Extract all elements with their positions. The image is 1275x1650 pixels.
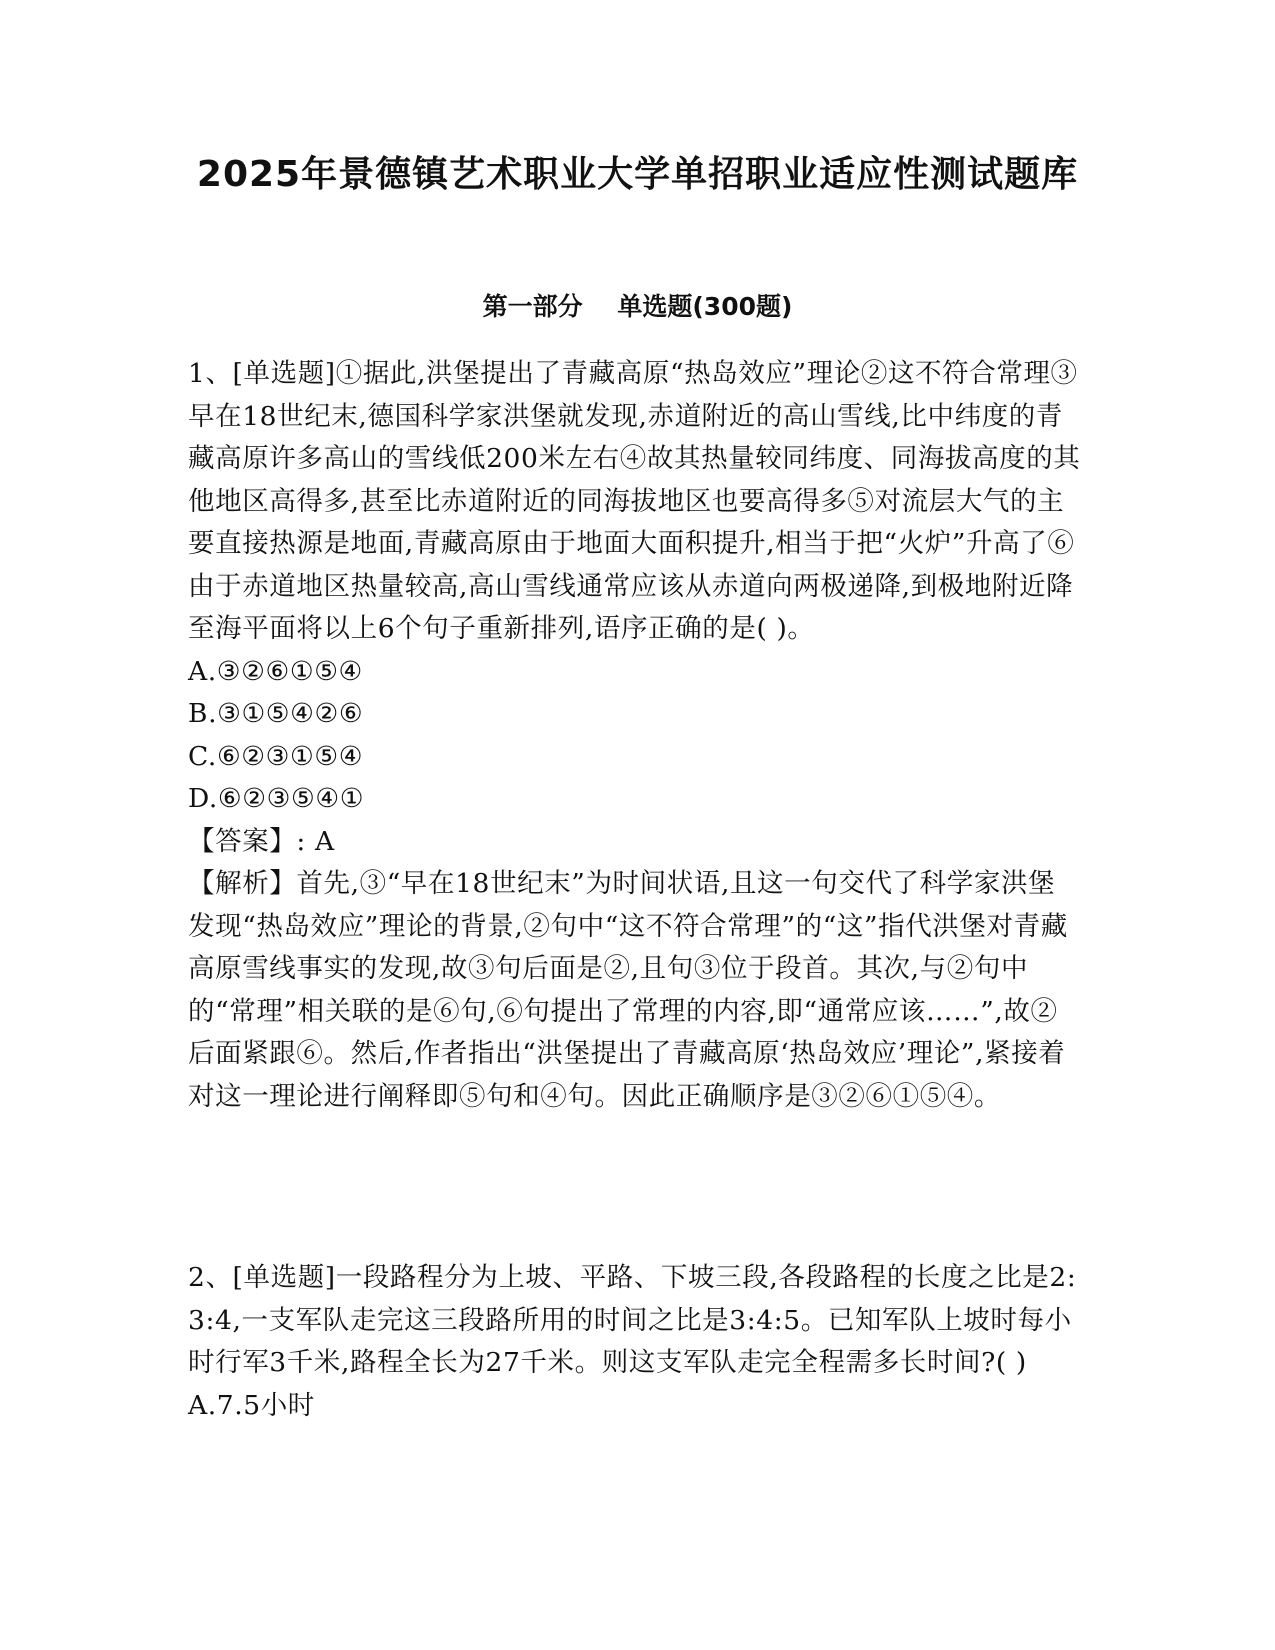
- document-title: 2025年景德镇艺术职业大学单招职业适应性测试题库: [196, 154, 1079, 195]
- option-b: B.③①⑤④②⑥: [188, 698, 364, 729]
- question-block: [188, 353, 1082, 1118]
- question-block: [188, 1257, 1082, 1427]
- question-stem: 2、[单选题]一段路程分为上坡、平路、下坡三段,各段路程的长度之比是2:3:4,一支军队走完这三段路所用的时间之比是3:4:5。已知军队上坡时每小时行军3千米,路程全长为27千米。则这支军队走完全程需多长时间?( ): [188, 1262, 1077, 1378]
- option-a: A.7.5小时: [188, 1389, 315, 1421]
- answer-line: 【答案】: A: [188, 825, 335, 857]
- option-d: D.⑥②③⑤④①: [188, 783, 365, 814]
- option-a: A.③②⑥①⑤④: [188, 655, 363, 687]
- question-stem: 1、[单选题]①据此,洪堡提出了青藏高原“热岛效应”理论②这不符合常理③早在18世纪末,德国科学家洪堡就发现,赤道附近的高山雪线,比中纬度的青藏高原许多高山的雪线低200米左右④故其热量较同纬度、同海拔高度的其他地区高得多,甚至比赤道附近的同海拔地区也要高得多⑤对流层大气的主要直接热源是地面,青藏高原由于地面大面积提升,相当于把“火炉”升高了⑥由于赤道地区热量较高,高山雪线通常应该从赤道向两极递降,到极地附近降至海平面将以上6个句子重新排列,语序正确的是( )。: [188, 358, 1081, 644]
- analysis-text: 【解析】首先,③“早在18世纪末”为时间状语,且这一句交代了科学家洪堡发现“热岛效应”理论的背景,②句中“这不符合常理”的“这”指代洪堡对青藏高原雪线事实的发现,故③句后面是②,且句③位于段首。其次,与②句中的“常理”相关联的是⑥句,⑥句提出了常理的内容,即“通常应该……”,故②后面紧跟⑥。然后,作者指出“洪堡提出了青藏高原‘热岛效应’理论”,紧接着对这一理论进行阐释即⑤句和④句。因此正确顺序是③②⑥①⑤④。: [188, 868, 1068, 1112]
- option-c: C.⑥②③①⑤④: [188, 740, 364, 772]
- section-heading: 第一部分 单选题(300题): [482, 292, 793, 321]
